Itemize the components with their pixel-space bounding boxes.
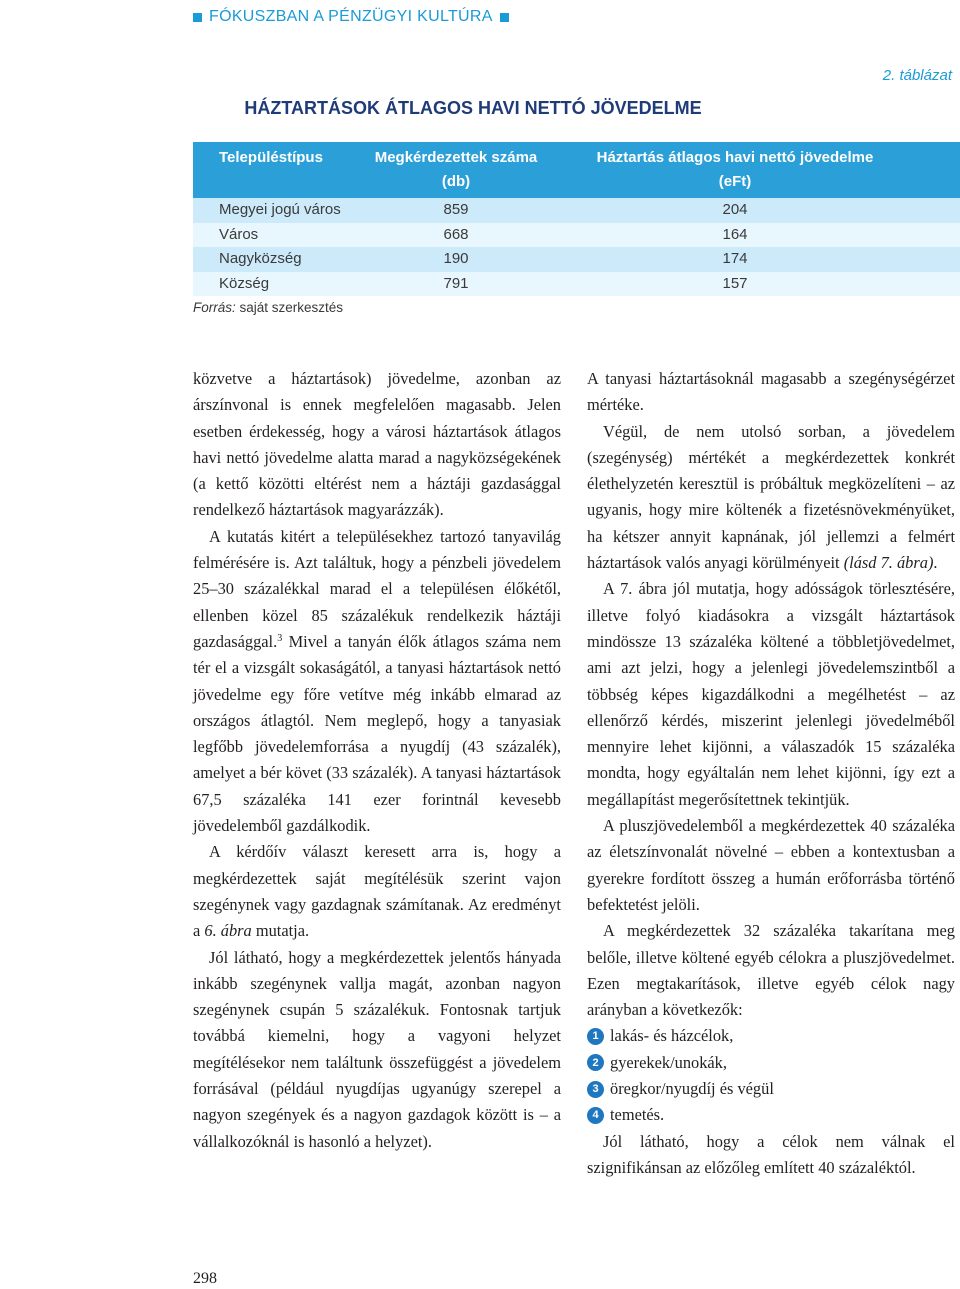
right-column <box>587 366 955 1181</box>
cell-count: 791 <box>443 274 469 292</box>
cell-type: Megyei jogú város <box>219 201 341 218</box>
header-respondents: Megkérdezettek száma <box>374 149 538 166</box>
cell-income: 157 <box>722 274 748 292</box>
cell-type: Város <box>219 225 259 243</box>
income-table <box>193 142 960 296</box>
cell-type: Község <box>219 274 270 292</box>
number-circle-icon: 2 <box>587 1054 604 1071</box>
table-title: HÁZTARTÁSOK ÁTLAGOS HAVI NETTÓ JÖVEDELME <box>244 98 702 118</box>
header-respondents-unit: (db) <box>441 173 471 190</box>
source-text: saját szerkesztés <box>235 300 344 315</box>
paragraph: A 7. ábra jól mutatja, hogy adósságok törlesztésére, illetve folyó kiadásokra a vizsgált háztartások mindössze 13 százaléka költené a többletjövedelmet, ami azt jelzi, hogy a jelenlegi jövedelemszintből a többség képes kigazdálkodni a megélhetést – az ellenőrző kérdés, miszerint jelenlegi jövedelméből mennyire lehet kijönni, a válaszadók 15 százaléka mondta, hogy egyáltalán nem lehet kijönni, így ezt a megállapítást megerősítettnek tekintjük. <box>587 579 955 809</box>
header-income-unit: (eFt) <box>718 173 752 190</box>
bullet-square-icon <box>193 13 202 22</box>
number-circle-icon: 4 <box>587 1107 604 1124</box>
cell-count: 859 <box>443 201 469 218</box>
table-number: 2. táblázat <box>882 67 952 84</box>
table-row <box>193 198 960 223</box>
cell-income: 164 <box>722 225 748 243</box>
list-item-text: öregkor/nyugdíj és végül <box>610 1079 774 1099</box>
footnote-ref: 3 <box>277 632 283 644</box>
paragraph: Végül, de nem utolsó sorban, a jövedelem (szegénység) mértékét a megkérdezettek konkrét élethelyzetén keresztül is próbáltuk megközelíteni – az ugyanis, hogy mire költenék a fizetésnövekményüket, ha kétszer annyit kapnának, jól jellemzi a felmért háztartások valós anyagi körülményeit (lásd 7. ábra). <box>587 421 955 573</box>
figure-ref: (lásd 7. ábra) <box>843 553 934 573</box>
paragraph: közvetve a háztartások) jövedelme, azonban az árszínvonal is ennek megfelelően magasabb. Jelen esetben érdekesség, hogy a városi háztartások átlagos havi nettó jövedelme alatta marad a nagyközségekének (a kettő közötti eltérést nem a háztáji gazdasággal rendelkező háztartások magyarázzák). <box>193 369 561 520</box>
header-income: Háztartás átlagos havi nettó jövedelme <box>596 149 874 166</box>
table-source <box>193 300 343 315</box>
table-row <box>193 247 960 272</box>
table-header <box>193 142 960 198</box>
paragraph: A tanyasi háztartásoknál magasabb a szegénységérzet mértéke. <box>587 369 955 415</box>
paragraph: A kutatás kitért a településekhez tartozó tanyavilág felmérésére is. Azt találtuk, hogy a pénzbeli jövedelem 25–30 százalékkal marad el a településen élőkétől, ellenben közel 85 százalékuk rendelkezik háztáji gazdasággal.$^3$ Mivel a tanyán élők átlagos száma nem tér el a vizsgált sokaságától, a tanyasi háztartások nettó jövedelme egy főre vetítve még inkább elmarad az országos átlagtól. Nem meglepő, hogy a tanyasiak legfőbb jövedelemforrása a nyugdíj (43 százalék), amelyet a bér követ (33 százalék). A tanyasi háztartások 67,5 százaléka 141 ezer forintnál kevesebb jövedelemből gazdálkodik. <box>193 526 561 836</box>
cell-count: 668 <box>443 225 469 243</box>
running-header <box>193 6 509 28</box>
figure-ref: 6. ábra <box>204 921 252 941</box>
list-item-text: gyerekek/unokák, <box>610 1052 727 1072</box>
number-circle-icon: 3 <box>587 1081 604 1098</box>
table-row <box>193 272 960 297</box>
list-item-text: temetés. <box>610 1105 665 1125</box>
paragraph: Jól látható, hogy a célok nem válnak el szignifikánsan az előzőleg említett 40 százaléktól. <box>587 1131 955 1177</box>
running-header-text: FÓKUSZBAN A PÉNZÜGYI KULTÚRA <box>209 8 493 25</box>
list-item <box>587 1102 955 1128</box>
list-item <box>587 1076 955 1102</box>
cell-count: 190 <box>443 250 469 267</box>
page-number: 298 <box>193 1270 217 1287</box>
cell-income: 174 <box>722 250 748 267</box>
list-item <box>587 1023 955 1049</box>
number-circle-icon: 1 <box>587 1028 604 1045</box>
header-settlement-type: Településtípus <box>219 149 323 166</box>
list-item-text: lakás- és házcélok, <box>610 1026 734 1046</box>
source-label: Forrás: <box>193 300 236 315</box>
left-column <box>193 366 561 1155</box>
paragraph: A pluszjövedelemből a megkérdezettek 40 százaléka az életszínvonalát növelné – ebben a kontextusban a gyerekre fordított összeg a humán erőforrásba történő befektetést jelöli. <box>587 816 955 914</box>
paragraph: Jól látható, hogy a megkérdezettek jelentős hányada inkább szegénynek vallja magát, azonban nagyon szegénynek csupán 5 százalékuk. Fontosnak tartjuk továbbá kiemelni, hogy a vagyoni helyzet megítélésekor nem találtunk összefüggést a jövedelem forrásával (például nyugdíjas ugyanúgy szerepel a nagyon szegények és a nagyon gazdagok között is – a vállalkozóknál is hasonló a helyzet). <box>193 947 561 1151</box>
bullet-square-icon <box>500 13 509 22</box>
paragraph: A kérdőív választ keresett arra is, hogy a megkérdezettek saját megítélésük szerint vajon szegénynek vagy gazdagnak számítanak. Az eredményt a 6. ábra mutatja. <box>193 842 561 941</box>
cell-income: 204 <box>722 201 748 218</box>
paragraph: A megkérdezettek 32 százaléka takarítana meg belőle, illetve költené egyéb célokra a pluszjövedelmet. Ezen megtakarítások, illetve egyéb célok nagy arányban a következők: <box>587 921 955 1020</box>
cell-type: Nagyközség <box>219 250 302 267</box>
list-item <box>587 1050 955 1076</box>
table-row <box>193 223 960 248</box>
